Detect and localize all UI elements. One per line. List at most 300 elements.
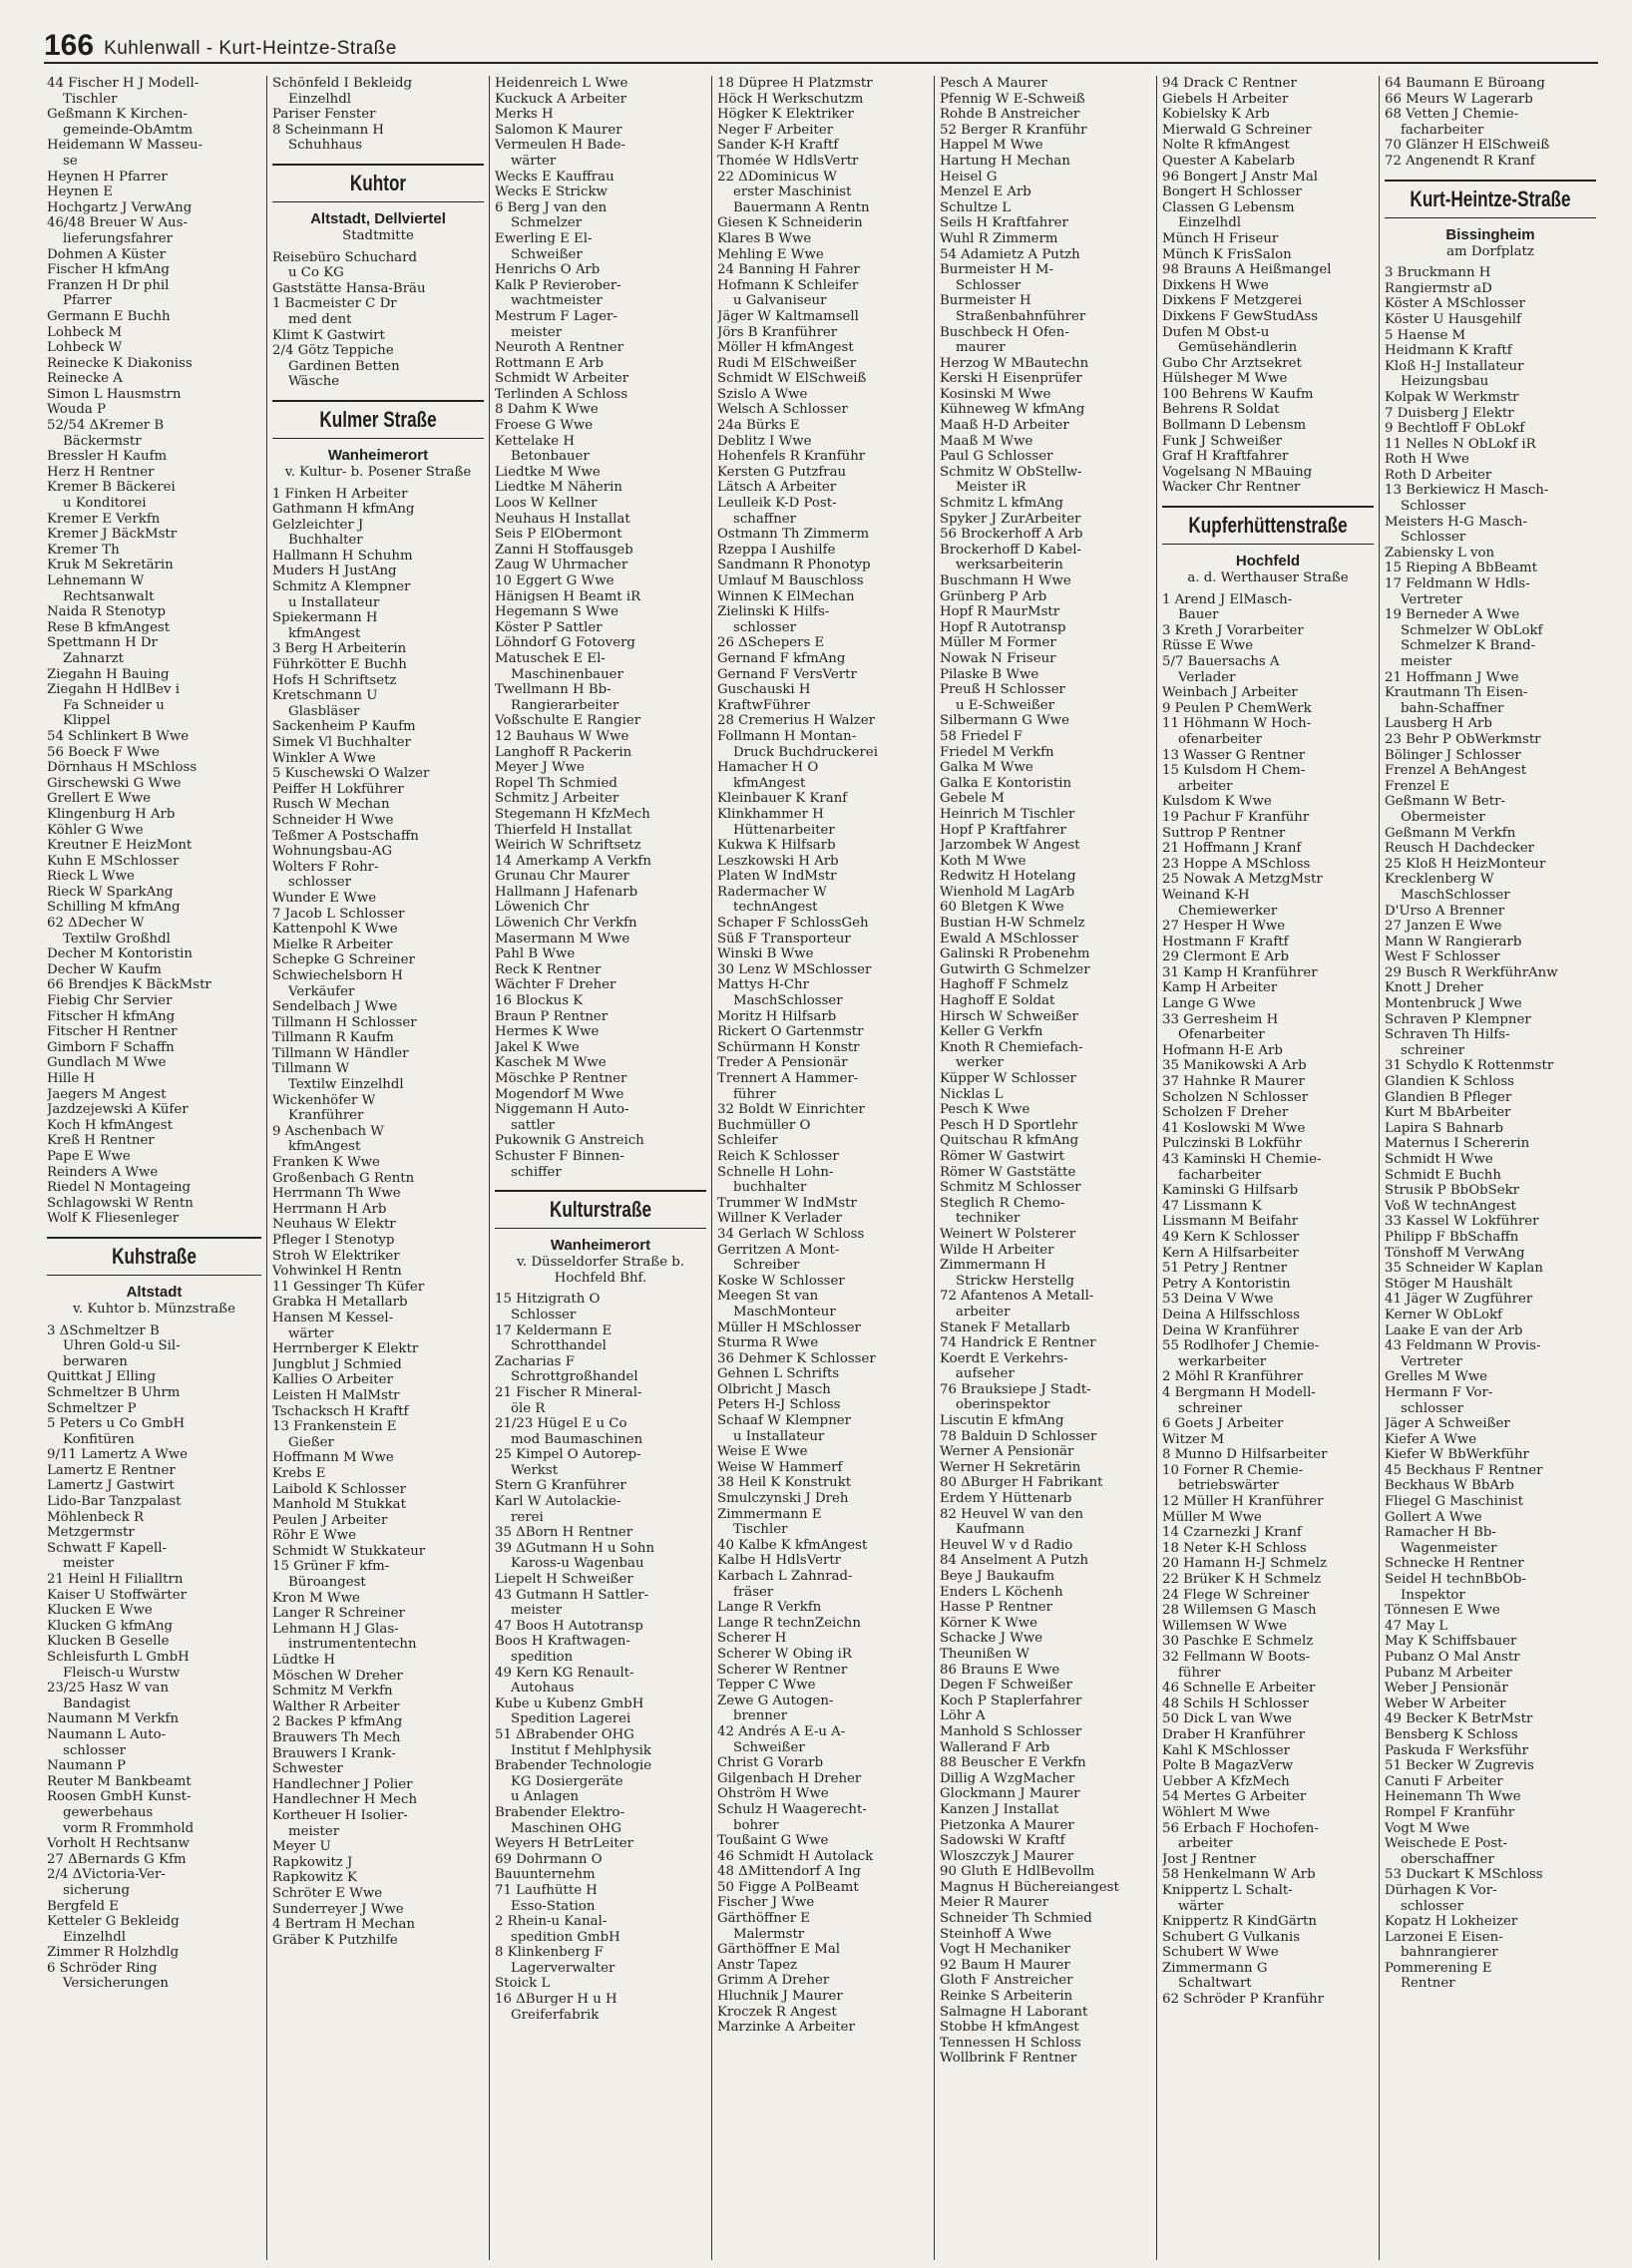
resident-entry: wachtmeister <box>511 293 603 309</box>
house-number-entry: 19 Berneder A Wwe <box>1385 607 1520 623</box>
resident-entry: Welsch A Schlosser <box>717 402 848 418</box>
resident-entry: Merks H <box>495 107 554 123</box>
resident-entry: Zimmermann E <box>717 1506 822 1522</box>
house-number-entry: 44 Fischer H J Modell- <box>47 76 200 91</box>
resident-entry: Wuhl R Zimmerm <box>940 230 1058 246</box>
resident-entry: bahn-Schaffner <box>1401 700 1504 716</box>
resident-entry: sattler <box>511 1117 555 1133</box>
resident-entry: Obermeister <box>1401 809 1485 825</box>
resident-entry: Hille H <box>47 1071 96 1086</box>
resident-entry: Klares B Wwe <box>717 230 812 246</box>
resident-entry: Hohenfels R Kranführ <box>717 449 866 465</box>
resident-entry: Sadowski W Kraftf <box>940 1833 1065 1849</box>
resident-entry: Jörs B Kranführer <box>717 324 838 340</box>
resident-entry: Giebels H Arbeiter <box>1162 91 1289 107</box>
resident-entry: Klimt K Gastwirt <box>272 327 385 343</box>
resident-entry: Degen F Schweißer <box>940 1678 1072 1694</box>
resident-entry: Heuvel W v d Radio <box>940 1537 1073 1553</box>
resident-entry: Petry A Kontoristin <box>1162 1276 1291 1292</box>
resident-entry: Geßmann M Verkfn <box>1385 825 1516 841</box>
resident-entry: Meyer J Wwe <box>495 760 585 776</box>
house-number-entry: 56 Erbach F Hochofen- <box>1162 1820 1319 1836</box>
resident-entry: Stegemann H KfzMech <box>495 806 650 822</box>
resident-entry: Weyers H BetrLeiter <box>495 1836 633 1852</box>
resident-entry: Roosen GmbH Kunst- <box>47 1789 192 1805</box>
resident-entry: gemeinde-ObAmtm <box>63 122 194 138</box>
house-number-entry: 11 Nelles N ObLokf iR <box>1385 436 1536 452</box>
section-rule <box>272 164 484 166</box>
house-number-entry: 5 Peters u Co GmbH <box>47 1416 186 1432</box>
resident-entry: Schürmann H Konstr <box>717 1039 860 1055</box>
resident-entry: Mierwald G Schreiner <box>1162 122 1312 138</box>
resident-entry: Kanzen J Installat <box>940 1801 1059 1817</box>
house-number-entry: 43 Feldmann W Provis- <box>1385 1338 1541 1354</box>
resident-entry: Schneider Th Schmied <box>940 1911 1092 1927</box>
resident-entry: Rangiermstr aD <box>1385 280 1492 296</box>
resident-entry: Schwatt F Kapell- <box>47 1540 168 1556</box>
house-number-entry: 6 Goets J Arbeiter <box>1162 1416 1284 1432</box>
resident-entry: Hopf P Kraftfahrer <box>940 822 1066 838</box>
column-3 <box>489 76 711 2260</box>
resident-entry: Hochgartz J VerwAng <box>47 199 193 215</box>
resident-entry: Maschinenbauer <box>511 666 623 682</box>
resident-entry: West F Schlosser <box>1385 949 1500 965</box>
house-number-entry: 3 ΔSchmeltzer B <box>47 1323 160 1338</box>
resident-entry: Leisten H MalMstr <box>272 1387 400 1403</box>
resident-entry: Hermann F Vor- <box>1385 1384 1493 1400</box>
house-number-entry: 32 Boldt W Einrichter <box>717 1102 865 1118</box>
resident-entry: Vogt H Mechaniker <box>940 1942 1070 1958</box>
resident-entry: Smulczynski J Dreh <box>717 1491 849 1507</box>
resident-entry: Gimborn F Schaffn <box>47 1039 175 1055</box>
resident-entry: Kremer E Verkfn <box>47 511 161 527</box>
resident-entry: Heinemann Th Wwe <box>1385 1789 1521 1805</box>
section-rule <box>495 1228 706 1229</box>
resident-entry: Magnus H Büchereiangest <box>940 1879 1119 1895</box>
resident-entry: Tönnesen E Wwe <box>1385 1603 1500 1619</box>
resident-entry: Salomon K Maurer <box>495 122 622 138</box>
column-5 <box>934 76 1156 2260</box>
house-number-entry: 11 Gessinger Th Küfer <box>272 1279 425 1295</box>
resident-entry: Scherer W Obing iR <box>717 1646 852 1662</box>
house-number-entry: 28 Willemsen G Masch <box>1162 1603 1317 1619</box>
house-number-entry: 37 Hahnke R Maurer <box>1162 1074 1305 1090</box>
resident-entry: instrumententechn <box>288 1637 417 1653</box>
resident-entry: Pesch K Wwe <box>940 1102 1030 1118</box>
resident-entry: Haghoff E Soldat <box>940 993 1055 1009</box>
resident-entry: Pukownik G Anstreich <box>495 1133 644 1149</box>
page-number: 166 <box>44 29 95 62</box>
resident-entry: Gernand F VersVertr <box>717 666 857 682</box>
street-name: Kuhstraße <box>112 1243 197 1269</box>
resident-entry: Kulsdom K Wwe <box>1162 794 1272 810</box>
house-number-entry: 54 Schlinkert B Wwe <box>47 728 190 744</box>
resident-entry: Schrotthandel <box>511 1338 607 1354</box>
resident-entry: Roth D Arbeiter <box>1385 467 1492 483</box>
house-number-entry: 64 Baumann E Büroang <box>1385 76 1545 91</box>
resident-entry: u Installateur <box>288 594 380 610</box>
street-range: v. Kuhtor b. Münzstraße <box>72 1301 235 1317</box>
resident-entry: Tischler <box>733 1522 788 1538</box>
resident-entry: Dixkens F GewStudAss <box>1162 308 1319 324</box>
resident-entry: Vogt M Wwe <box>1385 1820 1470 1836</box>
resident-entry: Schweißer <box>511 246 583 262</box>
resident-entry: Bustian H-W Schmelz <box>940 916 1085 932</box>
resident-entry: Silbermann G Wwe <box>940 713 1070 729</box>
section-rule <box>272 201 484 202</box>
house-number-entry: 2 Möhl R Kranführer <box>1162 1369 1304 1385</box>
resident-entry: Trummer W IndMstr <box>717 1195 857 1211</box>
resident-entry: Grabka H Metallarb <box>272 1295 408 1311</box>
resident-entry: techniker <box>956 1211 1020 1227</box>
resident-entry: Dufen M Obst-u <box>1162 324 1270 340</box>
resident-entry: Winski B Wwe <box>717 946 814 962</box>
resident-entry: Wienhold M LagArb <box>940 884 1075 900</box>
resident-entry: Bressler H Kaufm <box>47 449 168 465</box>
resident-entry: Löhr A <box>940 1708 986 1724</box>
resident-entry: Zanni H Stoffausgeb <box>495 542 633 558</box>
house-number-entry: 74 Handrick E Rentner <box>940 1335 1096 1351</box>
house-number-entry: 31 Schydlo K Rottenmstr <box>1385 1058 1554 1074</box>
resident-entry: Kaminski G Hilfsarb <box>1162 1183 1299 1199</box>
resident-entry: Schmelzer <box>511 215 583 231</box>
resident-entry: Brauwers I Krank- <box>272 1745 396 1761</box>
house-number-entry: 11 Höhmann W Hoch- <box>1162 716 1312 732</box>
resident-entry: Kruk M Sekretärin <box>47 558 174 573</box>
resident-entry: Vogelsang N MBauing <box>1162 464 1313 480</box>
columns-container <box>44 76 1602 2260</box>
resident-entry: Malermstr <box>733 1926 805 1942</box>
resident-entry: med dent <box>288 311 352 327</box>
resident-entry: Bauunternehm <box>495 1867 596 1883</box>
resident-entry: meister <box>288 1823 340 1839</box>
resident-entry: Scholzen N Schlosser <box>1162 1089 1309 1105</box>
resident-entry: Bauer <box>1178 607 1219 623</box>
resident-entry: Willemsen W Wwe <box>1162 1618 1287 1634</box>
resident-entry: Wolf K Fliesenleger <box>47 1211 180 1227</box>
resident-entry: Meegen St van <box>717 1289 819 1305</box>
resident-entry: Terlinden A Schloss <box>495 386 628 402</box>
section-rule <box>47 1275 261 1276</box>
resident-entry: Redwitz H Hotelang <box>940 869 1076 885</box>
resident-entry: bahnrangierer <box>1401 1945 1498 1961</box>
resident-entry: Schlagowski W Rentn <box>47 1195 194 1211</box>
resident-entry: Reck K Rentner <box>495 961 602 977</box>
resident-entry: Schaper F SchlossGeh <box>717 916 869 932</box>
resident-entry: Philipp F BbSchaffn <box>1385 1229 1519 1245</box>
house-number-entry: 46 Schnelle E Arbeiter <box>1162 1681 1316 1697</box>
resident-entry: lieferungsfahrer <box>63 230 173 246</box>
resident-entry: u E-Schweißer <box>956 697 1054 713</box>
section-rule <box>495 1190 706 1192</box>
resident-entry: Tschacksch H Kraftf <box>272 1403 409 1419</box>
house-number-entry: 88 Beuscher E Verkfn <box>940 1755 1086 1771</box>
house-number-entry: 13 Frankenstein E <box>272 1419 397 1435</box>
resident-entry: Liedtke M Näherin <box>495 480 622 496</box>
district-name: Altstadt, Dellviertel <box>310 209 446 227</box>
resident-entry: Löwenich Chr <box>495 900 590 916</box>
resident-entry: Hostmann F Kraftf <box>1162 934 1289 949</box>
resident-entry: Schwester <box>272 1761 343 1777</box>
house-number-entry: 17 Feldmann W Hdls- <box>1385 576 1530 592</box>
resident-entry: Ohström H Wwe <box>717 1786 829 1802</box>
resident-entry: Laibold K Schlosser <box>272 1481 406 1497</box>
resident-entry: Kamp H Arbeiter <box>1162 980 1278 996</box>
house-number-entry: 52 Berger R Kranführ <box>940 122 1087 138</box>
resident-entry: Friedel M Verkfn <box>940 744 1054 760</box>
house-number-entry: 80 ΔBurger H Fabrikant <box>940 1475 1103 1491</box>
column-7 <box>1379 76 1601 2260</box>
resident-entry: Handlechner J Polier <box>272 1776 413 1792</box>
resident-entry: Hofmann K Schleifer <box>717 277 859 293</box>
resident-entry: Versicherungen <box>63 1976 169 1992</box>
resident-entry: Stoick L <box>495 1976 551 1992</box>
resident-entry: Bongert H Schlosser <box>1162 185 1302 200</box>
resident-entry: Decher W Kaufm <box>47 961 162 977</box>
house-number-entry: 56 Boeck F Wwe <box>47 744 160 760</box>
house-number-entry: 10 Forner R Chemie- <box>1162 1462 1304 1478</box>
resident-entry: Lehmann H J Glas- <box>272 1621 399 1637</box>
house-number-entry: 17 Keldermann E <box>495 1323 612 1338</box>
resident-entry: Radermacher W <box>717 884 827 900</box>
street-name: Kulmer Straße <box>319 406 437 432</box>
resident-entry: Heidmann K Kraftf <box>1385 343 1512 359</box>
resident-entry: Wunder E Wwe <box>272 890 377 906</box>
resident-entry: Geßmann W Betr- <box>1385 794 1505 810</box>
resident-entry: Kolpak W Werkmstr <box>1385 389 1519 405</box>
resident-entry: Roth H Wwe <box>1385 452 1469 468</box>
resident-entry: Quitschau R kfmAng <box>940 1133 1079 1149</box>
house-number-entry: 40 Kalbe K kfmAngest <box>717 1537 868 1553</box>
resident-entry: Lange G Wwe <box>1162 996 1256 1012</box>
house-number-entry: 25 Kimpel O Autorep- <box>495 1447 641 1463</box>
resident-entry: May K Schiffsbauer <box>1385 1634 1517 1650</box>
resident-entry: Vertreter <box>1401 591 1462 607</box>
resident-entry: Seis P ElObermont <box>495 527 622 543</box>
resident-entry: Kortheuer H Isolier- <box>272 1807 408 1823</box>
house-number-entry: 35 Schneider W Kaplan <box>1385 1261 1543 1277</box>
resident-entry: Simon L Hausmstrn <box>47 386 182 402</box>
resident-entry: Dillig A WzgMacher <box>940 1770 1075 1786</box>
house-number-entry: 41 Koslowski M Wwe <box>1162 1120 1306 1136</box>
house-number-entry: 48 Schils H Schlosser <box>1162 1696 1309 1711</box>
house-number-entry: 15 Hitzigrath O <box>495 1292 601 1308</box>
resident-entry: se <box>63 153 78 169</box>
resident-entry: Scherer H <box>717 1631 787 1647</box>
resident-entry: facharbeiter <box>1401 122 1484 138</box>
resident-entry: Stanek F Metallarb <box>940 1320 1070 1335</box>
house-number-entry: 69 Dohrmann O <box>495 1851 603 1867</box>
resident-entry: Thomée W HdlsVertr <box>717 153 859 169</box>
resident-entry: Schmidt W Stukkateur <box>272 1543 426 1559</box>
resident-entry: Loos W Kellner <box>495 496 598 512</box>
house-number-entry: 4 Bergmann H Modell- <box>1162 1384 1316 1400</box>
street-name: Kupferhüttenstraße <box>1188 513 1348 539</box>
resident-entry: Uebber A KfzMech <box>1162 1773 1290 1789</box>
house-number-entry: 24 Banning H Fahrer <box>717 262 860 278</box>
resident-entry: Klinkhammer H <box>717 806 824 822</box>
resident-entry: Lissmann M Beifahr <box>1162 1214 1299 1230</box>
resident-entry: Grelles M Wwe <box>1385 1369 1488 1385</box>
street-name: Kulturstraße <box>549 1197 652 1223</box>
house-number-entry: 56 Brockerhoff A Arb <box>940 527 1083 543</box>
resident-entry: Kleinbauer K Kranf <box>717 791 848 807</box>
resident-entry: Einzelhdl <box>1178 215 1241 231</box>
house-number-entry: 7 Duisberg J Elektr <box>1385 405 1514 421</box>
resident-entry: Kalk P Revierober- <box>495 277 621 293</box>
resident-entry: Büroangest <box>288 1575 366 1591</box>
resident-entry: Manhold S Schlosser <box>940 1723 1082 1739</box>
resident-entry: Nolte R kfmAngest <box>1162 138 1290 154</box>
resident-entry: Gehnen L Schrifts <box>717 1366 840 1382</box>
resident-entry: Tepper C Wwe <box>717 1678 816 1694</box>
resident-entry: Hallmann H Schuhm <box>272 548 413 564</box>
resident-entry: Steglich R Chemo- <box>940 1195 1065 1211</box>
house-number-entry: 2/4 ΔVictoria-Ver- <box>47 1867 166 1883</box>
resident-entry: Maaß M Wwe <box>940 433 1033 449</box>
resident-entry: Sandmann R Phonotyp <box>717 558 871 573</box>
resident-entry: kfmAngest <box>733 775 806 791</box>
house-number-entry: 27 Janzen E Wwe <box>1385 919 1502 935</box>
resident-entry: Krecklenberg W <box>1385 872 1494 888</box>
house-number-entry: 15 Grüner F kfm- <box>272 1559 390 1575</box>
house-number-entry: 38 Heil K Konstrukt <box>717 1475 852 1491</box>
resident-entry: Preuß H Schlosser <box>940 682 1065 698</box>
resident-entry: Montenbruck J Wwe <box>1385 996 1522 1012</box>
resident-entry: schreiner <box>1178 1400 1243 1416</box>
resident-entry: Kremer J BäckMstr <box>47 527 178 543</box>
resident-entry: Köster A MSchlosser <box>1385 296 1525 312</box>
house-number-entry: 86 Brauns E Wwe <box>940 1662 1060 1678</box>
resident-entry: u Co KG <box>288 265 344 281</box>
resident-entry: Münch K FrisSalon <box>1162 246 1292 262</box>
house-number-entry: 72 Angenendt R Kranf <box>1385 153 1535 169</box>
resident-entry: schreiner <box>1401 1042 1465 1058</box>
resident-entry: Kloß H-J Installateur <box>1385 358 1524 374</box>
resident-entry: Wecks E Kauffrau <box>495 169 614 185</box>
house-number-entry: 66 Brendjes K BäckMstr <box>47 977 211 993</box>
resident-entry: Kopatz H Lokheizer <box>1385 1914 1518 1930</box>
house-number-entry: 47 May L <box>1385 1618 1448 1634</box>
resident-entry: Tönshoff M VerwAng <box>1385 1245 1525 1261</box>
resident-entry: Kuckuck A Arbeiter <box>495 91 626 107</box>
house-number-entry: 58 Henkelmann W Arb <box>1162 1867 1316 1883</box>
resident-entry: Wächter F Dreher <box>495 977 616 993</box>
resident-entry: Erdem Y Hüttenarb <box>940 1491 1072 1507</box>
resident-entry: Stern G Kranführer <box>495 1478 626 1494</box>
resident-entry: berwaren <box>63 1353 128 1369</box>
resident-entry: Schlosser <box>956 277 1021 293</box>
house-number-entry: 23 Behr P ObWerkmstr <box>1385 731 1541 747</box>
house-number-entry: 41 Jäger W Zugführer <box>1385 1292 1533 1308</box>
house-number-entry: 26 ΔSchepers E <box>717 635 825 651</box>
resident-entry: Kosinski M Wwe <box>940 386 1051 402</box>
resident-entry: Kiefer A Wwe <box>1385 1431 1477 1447</box>
resident-entry: vorm R Frommhold <box>63 1820 195 1836</box>
resident-entry: maurer <box>956 340 1006 356</box>
resident-entry: Mogendorf M Wwe <box>495 1086 624 1102</box>
house-number-entry: 42 Andrés A E-u A- <box>717 1723 846 1739</box>
house-number-entry: 78 Balduin D Schlosser <box>940 1428 1097 1444</box>
resident-entry: Fiebig Chr Servier <box>47 993 173 1009</box>
resident-entry: Simek Vl Buchhalter <box>272 735 411 750</box>
house-number-entry: 84 Anselment A Putzh <box>940 1553 1089 1569</box>
resident-entry: Spyker J ZurArbeiter <box>940 511 1081 527</box>
resident-entry: Schraven P Klempner <box>1385 1011 1531 1027</box>
resident-entry: Hüttenarbeiter <box>733 822 835 838</box>
resident-entry: arbeiter <box>1178 778 1233 794</box>
resident-entry: Galinski R Probenehm <box>940 946 1090 962</box>
resident-entry: Rzeppa I Aushilfe <box>717 542 836 558</box>
resident-entry: kfmAngest <box>288 625 361 641</box>
resident-entry: Heidenreich L Wwe <box>495 76 628 91</box>
resident-entry: Weinert W Polsterer <box>940 1226 1076 1242</box>
resident-entry: Kahl K MSchlosser <box>1162 1742 1290 1758</box>
resident-entry: Hoffmann M Wwe <box>272 1450 394 1466</box>
resident-entry: Krautmann Th Eisen- <box>1385 685 1528 701</box>
resident-entry: Weber W Arbeiter <box>1385 1696 1506 1711</box>
house-number-entry: 47 Boos H Autotransp <box>495 1618 643 1634</box>
resident-entry: Ewald A MSchlosser <box>940 931 1078 946</box>
resident-entry: Gundlach M Wwe <box>47 1055 167 1071</box>
resident-entry: Spedition Lagerei <box>511 1711 631 1727</box>
resident-entry: Burmeister H <box>940 293 1031 309</box>
resident-entry: Kaufmann <box>956 1522 1025 1538</box>
section-rule <box>272 438 484 439</box>
resident-entry: Gloth F Anstreicher <box>940 1973 1073 1989</box>
resident-entry: Kiefer W BbWerkführ <box>1385 1447 1529 1463</box>
resident-entry: Jarzombek W Angest <box>940 838 1080 854</box>
resident-entry: u Galvaniseur <box>733 293 827 309</box>
resident-entry: Römer W Gaststätte <box>940 1164 1076 1180</box>
house-number-entry: 12 Müller H Kranführer <box>1162 1494 1324 1510</box>
resident-entry: Hänigsen H Beamt iR <box>495 588 641 604</box>
house-number-entry: 21 Heinl H Filialltrn <box>47 1572 184 1588</box>
resident-entry: Dixkens H Wwe <box>1162 277 1269 293</box>
resident-entry: Gärthöffner E <box>717 1911 810 1927</box>
resident-entry: Uhren Gold-u Sil- <box>63 1338 181 1354</box>
resident-entry: Mielke R Arbeiter <box>272 937 393 952</box>
resident-entry: Schönfeld I Bekleidg <box>272 76 413 91</box>
resident-entry: Hopf R MaurMstr <box>940 604 1060 620</box>
resident-entry: Theunißen W <box>940 1646 1029 1662</box>
resident-entry: Hallmann J Hafenarb <box>495 884 638 900</box>
resident-entry: Witzer M <box>1162 1431 1225 1447</box>
resident-entry: Rickert O Gartenmstr <box>717 1024 864 1040</box>
street-section-heading <box>1162 506 1374 586</box>
resident-entry: Großenbach G Rentn <box>272 1170 415 1186</box>
resident-entry: Druck Buchdruckerei <box>733 744 878 760</box>
resident-entry: Schmitz J Arbeiter <box>495 791 619 807</box>
resident-entry: Kühneweg W kfmAng <box>940 402 1085 418</box>
resident-entry: technAngest <box>733 900 818 916</box>
resident-entry: Koch H kfmAngest <box>47 1117 173 1133</box>
resident-entry: Peulen J Arbeiter <box>272 1512 388 1528</box>
resident-entry: Schmelzer W ObLokf <box>1401 622 1543 638</box>
resident-entry: Wacker Chr Rentner <box>1162 480 1301 496</box>
resident-entry: Christ G Vorarb <box>717 1755 824 1771</box>
resident-entry: Weise W Hammerf <box>717 1459 843 1475</box>
house-number-entry: 23 Hoppe A MSchloss <box>1162 856 1311 872</box>
resident-entry: Mestrum F Lager- <box>495 308 617 324</box>
resident-entry: Buschbeck H Ofen- <box>940 324 1069 340</box>
resident-entry: Pubanz M Arbeiter <box>1385 1665 1512 1681</box>
resident-entry: Kremer Th <box>47 542 120 558</box>
resident-entry: Meier R Maurer <box>940 1895 1049 1911</box>
resident-entry: Neuhaus W Elektr <box>272 1217 396 1233</box>
resident-entry: Rusch W Mechan <box>272 797 390 813</box>
resident-entry: Schneider H Wwe <box>272 812 394 828</box>
